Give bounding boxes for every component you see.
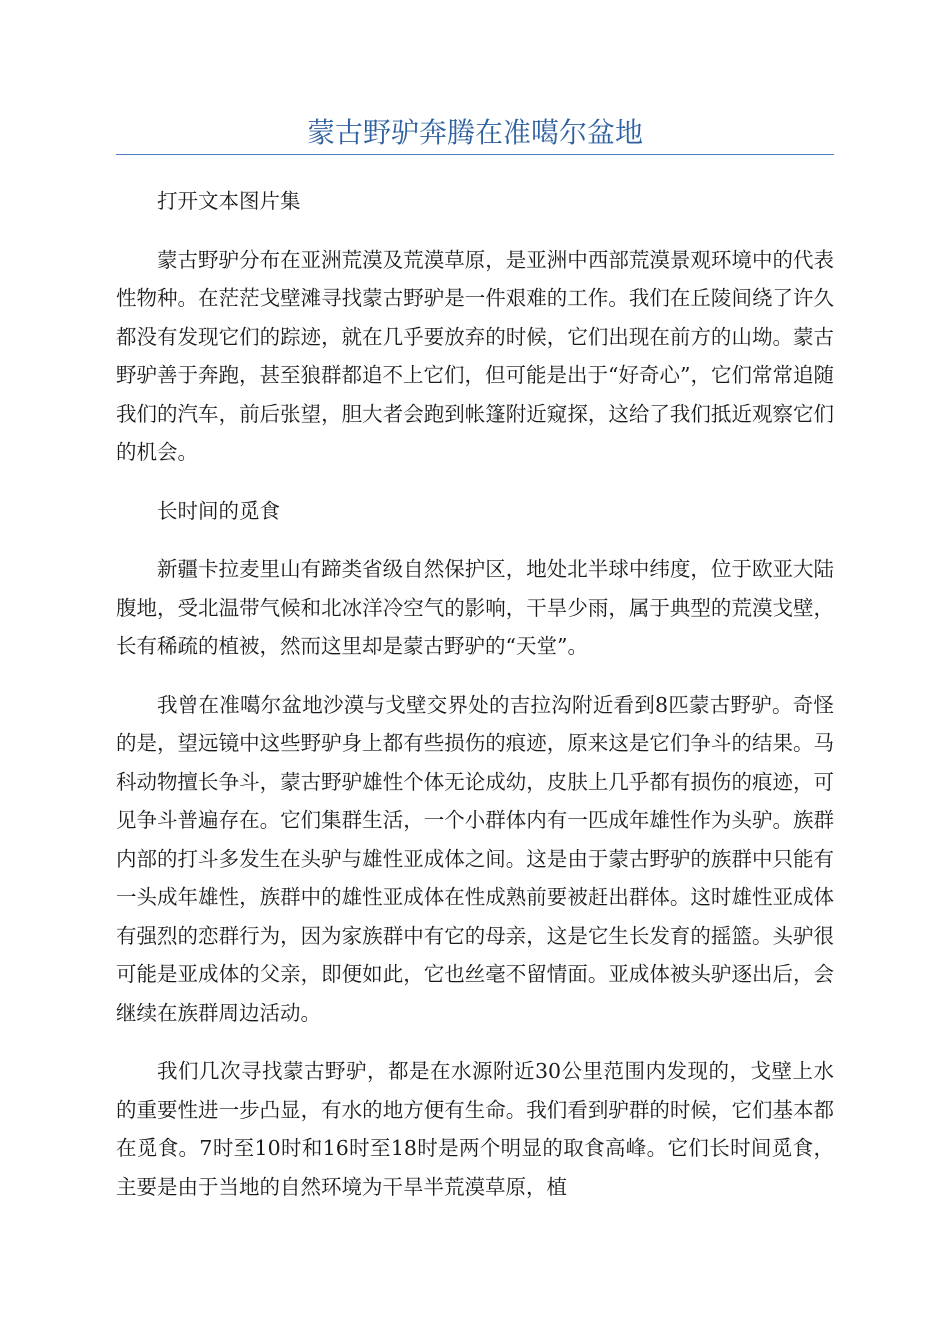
paragraph-intro: 蒙古野驴分布在亚洲荒漠及荒漠草原，是亚洲中西部荒漠景观环境中的代表性物种。在茫茫戈壁滩寻找蒙古野驴是一件艰难的工作。我们在丘陵间绕了许久都没有发现它们的踪迹，就在几乎要放弃的时候，它们出现在前方的山坳。蒙古野驴善于奔跑，甚至狼群都追不上它们，但可能是出于“好奇心”，它们常常追随我们的汽车，前后张望，胆大者会跑到帐篷附近窥探，这给了我们抵近观察它们的机会。	[116, 247, 834, 464]
title-underline	[116, 154, 834, 155]
paragraph-fighting: 我曾在准噶尔盆地沙漠与戈壁交界处的吉拉沟附近看到8匹蒙古野驴。奇怪的是，望远镜中这些野驴身上都有些损伤的痕迹，原来这是它们争斗的结果。马科动物擅长争斗，蒙古野驴雄性个体无论成幼，皮肤上几乎都有损伤的痕迹，可见争斗普遍存在。它们集群生活，一个小群体内有一匹成年雄性作为头驴。族群内部的打斗多发生在头驴与雄性亚成体之间。这是由于蒙古野驴的族群中只能有一头成年雄性，族群中的雄性亚成体在性成熟前要被赶出群体。这时雄性亚成体有强烈的恋群行为，因为家族群中有它的母亲，这是它生长发育的摇篮。头驴很可能是亚成体的父亲，即便如此，它也丝毫不留情面。亚成体被头驴逐出后，会继续在族群周边活动。	[116, 692, 834, 1025]
section-heading-feeding: 长时间的觅食	[157, 498, 280, 523]
open-gallery-label: 打开文本图片集	[157, 189, 301, 213]
paragraph-habitat: 新疆卡拉麦里山有蹄类省级自然保护区，地处北半球中纬度，位于欧亚大陆腹地，受北温带气候和北冰洋冷空气的影响，干旱少雨，属于典型的荒漠戈壁，长有稀疏的植被，然而这里却是蒙古野驴的“天堂”。	[116, 557, 834, 658]
document-body	[116, 182, 834, 1206]
paragraph-water: 我们几次寻找蒙古野驴，都是在水源附近30公里范围内发现的，戈壁上水的重要性进一步凸显，有水的地方便有生命。我们看到驴群的时候，它们基本都在觅食。7时至10时和16时至18时是两个明显的取食高峰。它们长时间觅食，主要是由于当地的自然环境为干旱半荒漠草原，植	[116, 1059, 834, 1199]
document-title: 蒙古野驴奔腾在准噶尔盆地	[306, 116, 643, 149]
document-page	[116, 0, 834, 1226]
